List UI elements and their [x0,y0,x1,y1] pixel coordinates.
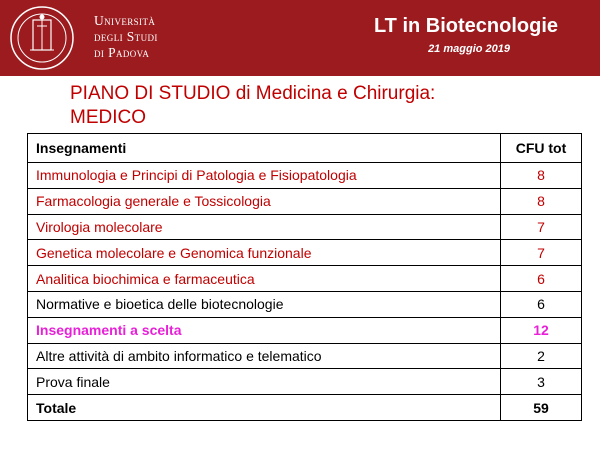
course-cfu: 6 [501,291,582,317]
total-label: Totale [28,395,501,421]
plan-heading [70,82,435,130]
university-seal-icon [8,4,88,72]
column-header-courses: Insegnamenti [28,134,501,163]
course-cfu: 8 [501,188,582,214]
table-header-row [28,134,582,163]
table-row [28,317,582,343]
course-cfu: 7 [501,240,582,266]
course-name: Prova finale [28,369,501,395]
table-row [28,188,582,214]
plan-heading-line-2: MEDICO [70,107,146,128]
course-cfu: 3 [501,369,582,395]
course-cfu: 8 [501,163,582,189]
table-row [28,240,582,266]
table-row [28,163,582,189]
table-row [28,266,582,292]
course-name: Analitica biochimica e farmaceutica [28,266,501,292]
course-name: Insegnamenti a scelta [28,317,501,343]
course-cfu: 12 [501,317,582,343]
header-bar [0,0,600,76]
table-row [28,369,582,395]
course-cfu: 7 [501,214,582,240]
table-row [28,291,582,317]
university-line-1: Università [94,13,156,28]
table-row [28,343,582,369]
course-name: Farmacologia generale e Tossicologia [28,188,501,214]
course-name: Altre attività di ambito informatico e telematico [28,343,501,369]
study-plan-table [27,133,582,421]
plan-heading-line-1: PIANO DI STUDIO di Medicina e Chirurgia: [70,83,436,104]
course-cfu: 2 [501,343,582,369]
table-row [28,214,582,240]
course-title: LT in Biotecnologie [373,15,558,37]
university-line-2: degli Studi [94,29,158,44]
course-cfu: 6 [501,266,582,292]
presentation-date: 21 maggio 2019 [428,43,510,55]
course-name: Immunologia e Principi di Patologia e Fisiopatologia [28,163,501,189]
university-name [94,13,158,61]
course-name: Normative e bioetica delle biotecnologie [28,291,501,317]
university-line-3: di Padova [94,45,150,60]
course-name: Genetica molecolare e Genomica funzionale [28,240,501,266]
course-name: Virologia molecolare [28,214,501,240]
table-total-row [28,395,582,421]
column-header-cfu: CFU tot [501,134,582,163]
total-cfu: 59 [501,395,582,421]
